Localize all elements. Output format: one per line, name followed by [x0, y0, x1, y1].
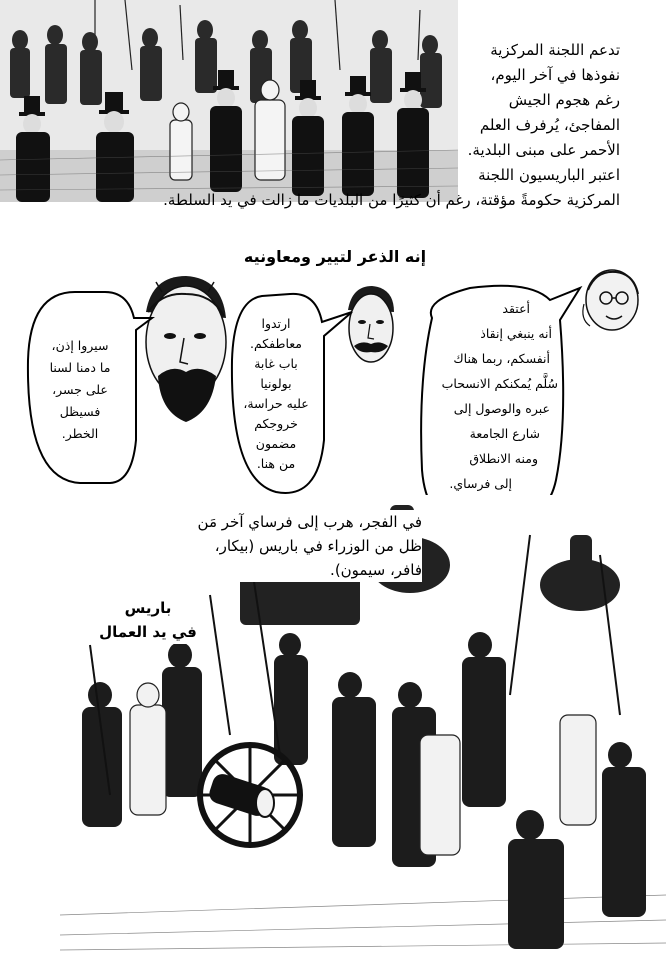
- bubble-line: معاطفكم.: [249, 336, 302, 351]
- bubble-line: ما دمنا لسنا: [49, 360, 111, 375]
- speech-bubble-left-text: [30, 335, 130, 445]
- bubble-line: ارتدوا: [261, 316, 291, 331]
- bubble-line: فسيظل: [59, 404, 101, 419]
- intro-caption-line: المركزية حكومةً مؤقتة، رغم أن كثيرًا من البلديات ما زالت في يد السلطة.: [163, 191, 620, 209]
- dawn-caption-line: فافر، سيمون).: [330, 561, 422, 579]
- bubble-line: أعتقد: [502, 301, 530, 316]
- bubble-line: باب غابة: [254, 356, 298, 371]
- bubble-line: من هنا.: [256, 456, 296, 471]
- bubble-line: عليه حراسة،: [243, 396, 309, 411]
- bubble-line: إلى فرساي.: [449, 476, 512, 491]
- bubble-line: خروجكم: [254, 416, 298, 431]
- bubble-line: سُلَّم يُمكنكم الانسحاب: [441, 376, 558, 391]
- bubble-line: مضمون: [255, 436, 297, 451]
- panel-title: إنه الذعر لتيير ومعاونيه: [243, 247, 427, 266]
- bubble-line: أنفسكم، ربما هناك: [453, 351, 550, 366]
- speech-bubble-right-text: [424, 296, 564, 496]
- speech-bubble-middle-text: [232, 314, 320, 474]
- bubble-line: عبره والوصول إلى: [453, 401, 550, 416]
- paris-label-line: باريس: [124, 599, 172, 617]
- intro-caption-line: نفوذها في آخر اليوم،: [490, 66, 620, 84]
- intro-caption-line: الأحمر على مبنى البلدية.: [467, 141, 620, 159]
- intro-caption-line: اعتبر الباريسيون اللجنة: [478, 166, 620, 184]
- paris-label-line: في يد العمال: [99, 623, 197, 641]
- intro-caption-line: تدعم اللجنة المركزية: [490, 41, 620, 59]
- bubble-line: شارع الجامعة: [469, 426, 540, 441]
- bubble-line: سيروا إذن،: [51, 338, 109, 353]
- paris-in-workers-hands-label: [88, 596, 208, 644]
- bubble-line: أنه ينبغي إنقاذ: [480, 326, 552, 341]
- bubble-line: على جسر،: [52, 382, 108, 397]
- bubble-line: ومنه الانطلاق: [469, 451, 538, 466]
- intro-caption-line: المفاجئ، يُرفرف العلم: [479, 116, 620, 134]
- cannon: [200, 745, 300, 845]
- dawn-caption-line: في الفجر، هرب إلى فرساي آخر مَن: [197, 513, 422, 531]
- bubble-line: بولونيا: [260, 376, 292, 391]
- bubble-line: الخطر.: [61, 426, 99, 441]
- dawn-caption-line: ظل من الوزراء في باريس (بيكار،: [214, 537, 422, 555]
- intro-caption-line: رغم هجوم الجيش: [508, 91, 620, 109]
- dawn-caption: [120, 510, 422, 582]
